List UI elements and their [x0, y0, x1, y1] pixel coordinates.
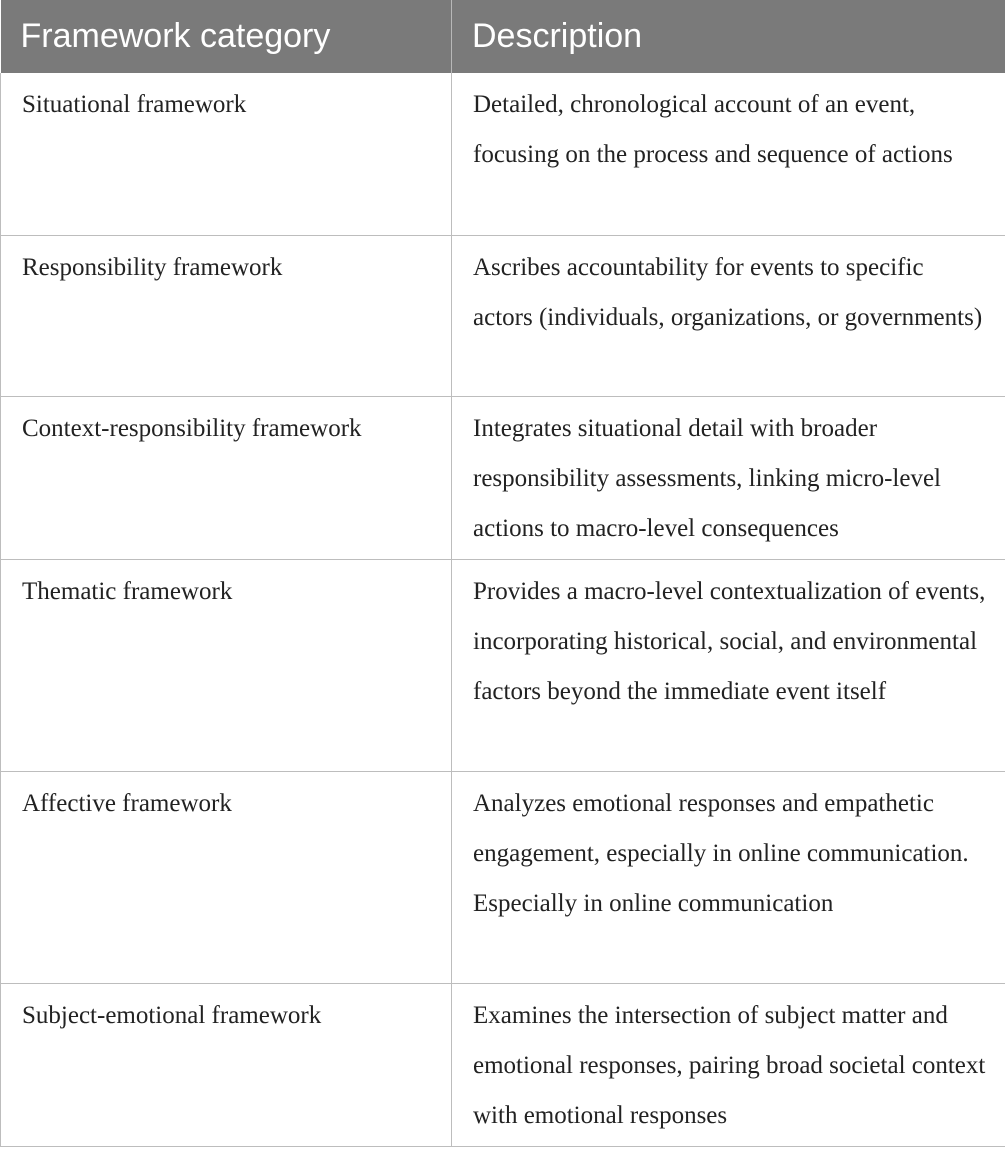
category-cell: Subject-emotional framework — [1, 983, 452, 1146]
description-cell: Provides a macro-level contextualization of events, incorporating historical, social, and environmental factors beyond the immediate event itself — [452, 559, 1005, 771]
column-header-description: Description — [452, 0, 1005, 73]
category-cell: Responsibility framework — [1, 235, 452, 396]
description-cell: Ascribes accountability for events to specific actors (individuals, organizations, or governments) — [452, 235, 1005, 396]
category-cell: Situational framework — [1, 73, 452, 235]
description-cell: Analyzes emotional responses and empathetic engagement, especially in online communication. Especially in online communication — [452, 771, 1005, 983]
table-row — [1, 559, 1005, 771]
description-cell: Examines the intersection of subject matter and emotional responses, pairing broad societal context with emotional responses — [452, 983, 1005, 1146]
category-cell: Thematic framework — [1, 559, 452, 771]
header-row — [1, 0, 1005, 73]
table-row — [1, 983, 1005, 1146]
table-body — [1, 73, 1005, 1146]
description-cell: Integrates situational detail with broader responsibility assessments, linking micro-level actions to macro-level consequences — [452, 396, 1005, 559]
category-cell: Context-responsibility framework — [1, 396, 452, 559]
table-row — [1, 396, 1005, 559]
table-row — [1, 771, 1005, 983]
table-row — [1, 73, 1005, 235]
table-row — [1, 235, 1005, 396]
column-header-framework-category: Framework category — [1, 0, 452, 73]
description-cell: Detailed, chronological account of an event, focusing on the process and sequence of actions — [452, 73, 1005, 235]
table-header — [1, 0, 1005, 73]
category-cell: Affective framework — [1, 771, 452, 983]
